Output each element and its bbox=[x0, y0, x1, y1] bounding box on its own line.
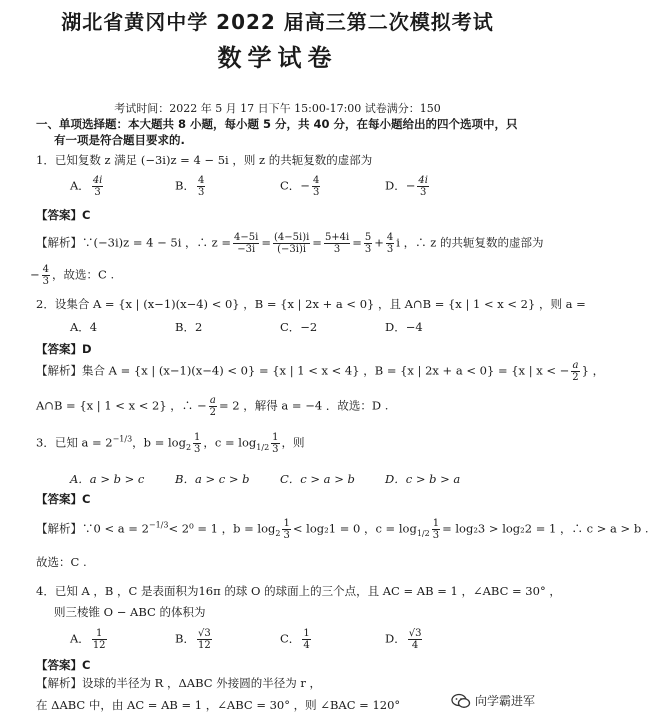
exam-meta: 考试时间：2022 年 5 月 17 日下午 15:00-17:00 试卷满分：150 bbox=[114, 102, 441, 115]
q4-option-a: A． $\frac{1}{12}$ bbox=[70, 628, 106, 651]
q1-option-d: D．− $\frac{4i}{3}$ bbox=[385, 175, 428, 198]
q4-option-c: C． $\frac{1}{4}$ bbox=[280, 628, 310, 651]
q1-answer: 【答案】C bbox=[36, 208, 91, 222]
q1-option-b: B． $\frac{4}{3}$ bbox=[175, 175, 205, 198]
q2-answer: 【答案】D bbox=[36, 342, 92, 356]
q2-option-a: A．4 bbox=[70, 320, 98, 334]
q2-option-d: D．−4 bbox=[385, 320, 423, 334]
q4-explanation: 【解析】设球的半径为 R ，ΔABC 外接圆的半径为 r ， bbox=[36, 676, 322, 690]
q4-stem-line1: 4．已知 A ，B ，C 是表面积为16π 的球 O 的球面上的三个点，且 AC = AB = 1 ，∠ABC = 30° ， bbox=[36, 584, 561, 598]
q2-explanation: 【解析】集合 A = {x | (x−1)(x−4) < 0} = {x | 1 < x < 4} ，B = {x | 2x + a < 0} = {x | x < − $\frac{a}{2}$ } ， bbox=[36, 360, 605, 383]
q2-stem: 2．设集合 A = {x | (x−1)(x−4) < 0} ，B = {x | 2x + a < 0} ，且 A∩B = {x | 1 < x < 2} ，则 a = bbox=[36, 297, 586, 311]
watermark bbox=[451, 692, 535, 709]
q3-option-d: D．c > b > a bbox=[385, 472, 461, 486]
q4-explanation-cont: 在 ΔABC 中，由 AC = AB = 1 ，∠ABC = 30° ，则 ∠BAC = 120° bbox=[36, 698, 401, 712]
q3-stem: 3．已知 $a = 2^{-1/3}$，$b = \log_2$ $\frac{1}{3}$ ，$c = \log_{1/2}$ $\frac{1}{3}$ ，则 bbox=[36, 432, 305, 455]
q1-explanation: 【解析】∵(−3i)z = 4 − 5i ，∴ z = $\frac{4-5i}{-3i}$ = $\frac{(4-5i)i}{(-3i)i}$ = $\frac{5+4i}{3}$ = $\frac{5}{3}$ + $\frac{4}{3}$ i ，∴ z 的共轭复数的虚部为 bbox=[36, 232, 544, 255]
q1-explanation-cont: − $\frac{4}{3}$ ，故选：C . bbox=[30, 264, 115, 287]
exam-title: 湖北省黄冈中学 2022 届高三第二次模拟考试 bbox=[61, 10, 494, 34]
watermark-text: 向学霸进军 bbox=[474, 694, 535, 708]
q2-option-c: C．−2 bbox=[280, 320, 318, 334]
wechat-icon bbox=[451, 693, 471, 709]
q1-option-c: C．− $\frac{4}{3}$ bbox=[280, 175, 320, 198]
q4-option-d: D． $\frac{√3}{4}$ bbox=[385, 628, 422, 651]
q1-option-a: A． $\frac{4i}{3}$ bbox=[70, 175, 103, 198]
q3-option-a: A．a > b > c bbox=[70, 472, 145, 486]
section-heading-line2: 有一项是符合题目要求的. bbox=[54, 133, 185, 147]
q3-explanation-cont: 故选：C . bbox=[36, 555, 87, 569]
q3-option-c: C．c > a > b bbox=[280, 472, 355, 486]
q2-explanation-cont: A∩B = {x | 1 < x < 2} ，∴ − $\frac{a}{2}$ = 2 ，解得 a = −4 ．故选：D . bbox=[36, 395, 389, 418]
q3-option-b: B．a > c > b bbox=[175, 472, 250, 486]
q4-answer: 【答案】C bbox=[36, 658, 91, 672]
q2-option-b: B．2 bbox=[175, 320, 203, 334]
q4-option-b: B． $\frac{√3}{12}$ bbox=[175, 628, 211, 651]
exam-subtitle: 数学试卷 bbox=[217, 44, 338, 72]
section-heading-line1: 一、单项选择题：本大题共 8 小题，每小题 5 分，共 40 分，在每小题给出的四个选项中，只 bbox=[36, 117, 518, 131]
q3-explanation: 【解析】∵0 < $a = 2^{-1/3}< 2^0 = 1$ ，$b = \log_2$ $\frac{1}{3}$ < log₂1 = 0 ，$c = \log_{1/2}$ $\frac{1}{3}$ = log₂3 > log₂2 = 1 ，∴ c > a > b . bbox=[36, 518, 649, 541]
q1-stem: 1．已知复数 z 满足 (−3i)z = 4 − 5i ，则 z 的共轭复数的虚部为 bbox=[36, 153, 373, 167]
q3-answer: 【答案】C bbox=[36, 492, 91, 506]
q4-stem-line2: 则三棱锥 O − ABC 的体积为 bbox=[54, 605, 206, 619]
